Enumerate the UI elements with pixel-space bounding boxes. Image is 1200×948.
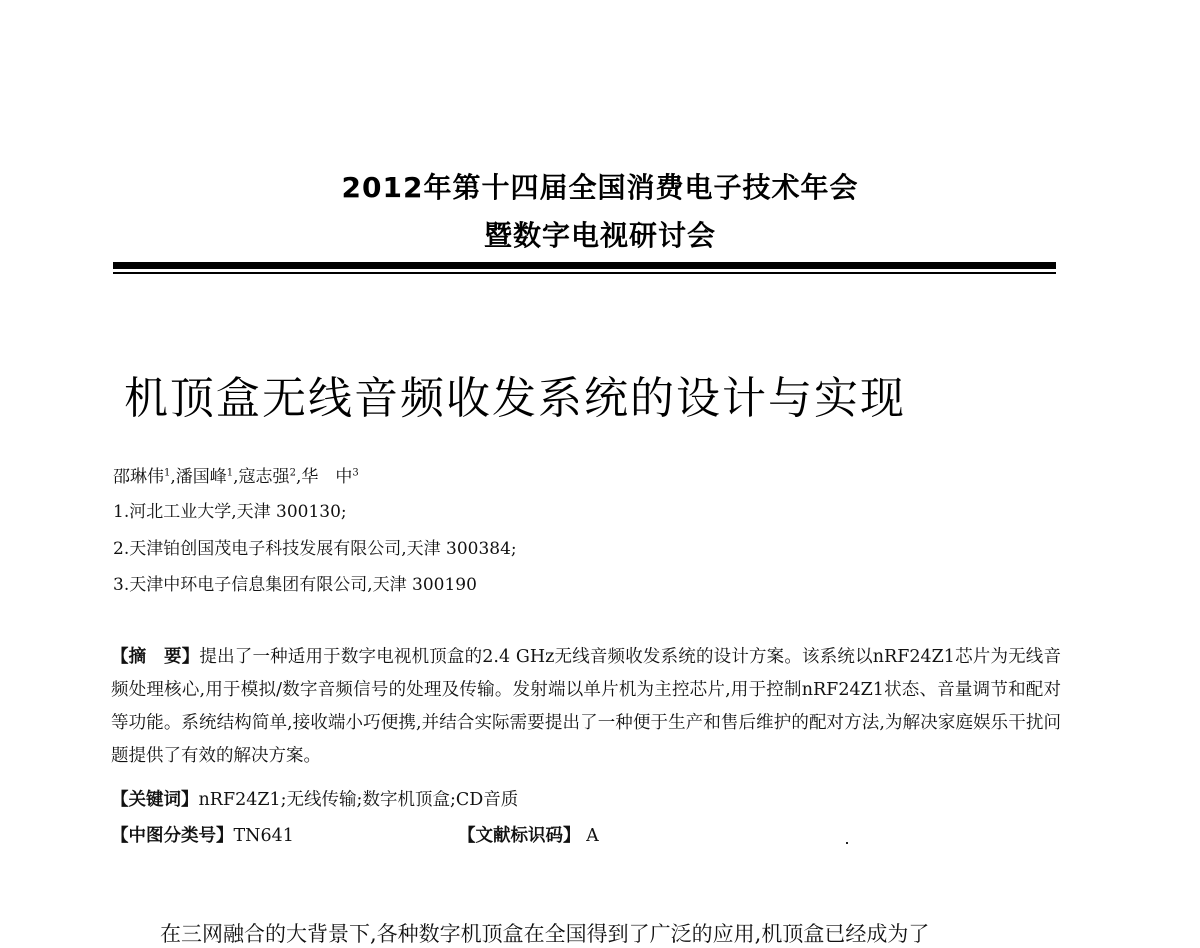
conference-title-line1: 2012年第十四届全国消费电子技术年会 <box>341 171 859 204</box>
conference-title-line2: 暨数字电视研讨会 <box>483 219 716 252</box>
keywords-label: 【关键词】 <box>111 790 199 810</box>
keywords-text: nRF24Z1;无线传输;数字机顶盒;CD音质 <box>198 790 519 810</box>
author-list <box>113 462 359 487</box>
author-separator: , <box>170 467 176 487</box>
author-name: 寇志强 <box>238 467 290 487</box>
author-name: 邵琳伟 <box>113 467 164 487</box>
affiliation: 3.天津中环电子信息集团有限公司,天津 300190 <box>113 575 477 595</box>
author-separator: , <box>295 467 302 487</box>
classification-value: TN641 <box>233 826 294 846</box>
classification-label: 【中图分类号】 <box>111 826 234 846</box>
document-code-value: A <box>586 826 599 846</box>
document-code-label: 【文献标识码】 <box>458 826 581 846</box>
author-name: 潘国峰 <box>175 467 227 487</box>
paper-title: 机顶盒无线音频收发系统的设计与实现 <box>124 373 906 424</box>
author-separator: , <box>233 467 239 487</box>
body-paragraph-start: 在三网融合的大背景下,各种数字机顶盒在全国得到了广泛的应用,机顶盒已经成为了 <box>160 922 930 946</box>
affiliation: 1.河北工业大学,天津 300130; <box>113 502 347 522</box>
header-rule-thin <box>113 272 1056 274</box>
header-rule-thick <box>113 262 1056 269</box>
author-affiliation-mark: 3 <box>352 467 359 479</box>
author-affiliation-mark: 1 <box>164 467 171 479</box>
document-code <box>458 822 599 847</box>
author-affiliation-mark: 1 <box>226 467 234 479</box>
abstract-label: 【摘 要】 <box>111 647 200 667</box>
abstract <box>111 641 1061 773</box>
keywords <box>111 786 518 811</box>
author-affiliation-mark: 2 <box>289 467 296 479</box>
scan-speck <box>846 842 848 844</box>
abstract-text: 提出了一种适用于数字电视机顶盒的2.4 GHz无线音频收发系统的设计方案。该系统以nRF24Z1芯片为无线音频处理核心,用于模拟/数字音频信号的处理及传输。发射端以单片机为主控芯片,用于控制nRF24Z1状态、音量调节和配对等功能。系统结构简单,接收端小巧便携,并结合实际需要提出了一种便于生产和售后维护的配对方法,为解决家庭娱乐干扰问题提供了有效的解决方案。 <box>111 647 1061 766</box>
classification-number <box>111 822 294 847</box>
affiliation: 2.天津铂创国茂电子科技发展有限公司,天津 300384; <box>113 539 517 559</box>
author-name: 华 中 <box>301 467 353 487</box>
